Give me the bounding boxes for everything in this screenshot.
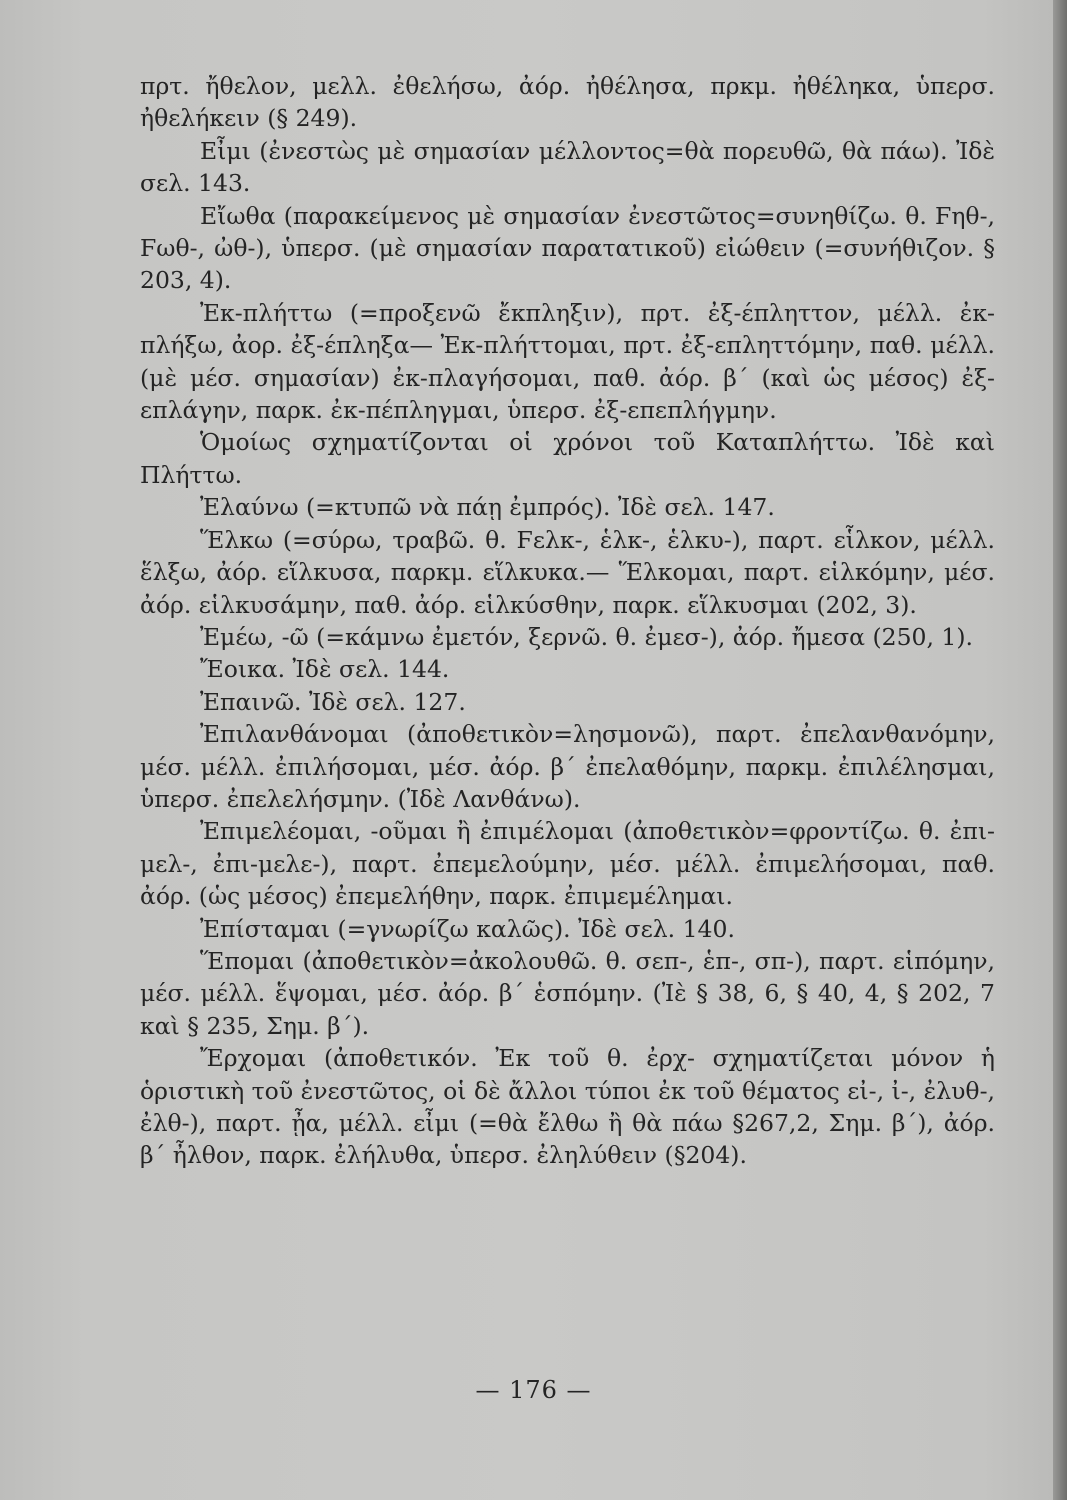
- entry-erchomai: Ἔρχομαι (ἀποθετικόν. Ἐκ τοῦ θ. ἐρχ- σχηματίζεται μόνον ἡ ὁριστικὴ τοῦ ἐνεστῶτος, οἱ δὲ ἄλλοι τύποι ἐκ τοῦ θέματος εἰ-, ἰ-, ἐλυθ-, ἐλθ-), παρτ. ᾖα, μέλλ. εἶμι (=θὰ ἔλθω ἢ θὰ πάω §267,2, Σημ. β΄), ἀόρ. β΄ ἦλθον, παρκ. ἐλήλυθα, ὑπερσ. ἐληλύθειν (§204).: [140, 1044, 995, 1170]
- page-edge-shadow: [1053, 0, 1067, 1500]
- entry-helko: Ἕλκω (=σύρω, τραβῶ. θ. Ϝελκ-, ἑλκ-, ἑλκυ-), παρτ. εἷλκον, μέλλ. ἕλξω, ἀόρ. εἵλκυσα, παρκμ. εἵλκυκα.— Ἕλκομαι, παρτ. εἱλκόμην, μέσ. ἀόρ. εἱλκυσάμην, παθ. ἀόρ. εἱλκύσθην, παρκ. εἵλκυσμαι (202, 3).: [140, 525, 995, 619]
- entry-epaino: Ἐπαινῶ. Ἰδὲ σελ. 127.: [200, 687, 466, 716]
- entry-ekplitto: Ἐκ-πλήττω (=προξενῶ ἔκπληξιν), πρτ. ἐξ-έπληττον, μέλλ. ἐκ-πλήξω, ἀορ. ἐξ-έπληξα— Ἐκ-πλήττομαι, πρτ. ἐξ-επληττόμην, παθ. μέλλ. (μὲ μέσ. σημασίαν) ἐκ-πλαγήσομαι, παθ. ἀόρ. β΄ (καὶ ὡς μέσος) ἐξ-επλάγην, παρκ. ἐκ-πέπληγμαι, ὑπερσ. ἐξ-επεπλήγμην.: [140, 298, 995, 425]
- entry-emeo: Ἐμέω, -ῶ (=κάμνω ἐμετόν, ξερνῶ. θ. ἐμεσ-), ἀόρ. ἤμεσα (250, 1).: [200, 622, 973, 651]
- entry-hepomai: Ἕπομαι (ἀποθετικὸν=ἀκολουθῶ. θ. σεπ-, ἑπ-, σπ-), παρτ. εἱπόμην, μέσ. μέλλ. ἕψομαι, μέσ. ἀόρ. β΄ ἑσπόμην. (Ἰὲ § 38, 6, § 40, 4, § 202, 7 καὶ § 235, Σημ. β΄).: [140, 946, 995, 1040]
- page-number: — 176 —: [475, 1376, 592, 1404]
- entry-epilanthanomai: Ἐπιλανθάνομαι (ἀποθετικὸν=λησμονῶ), παρτ. ἐπελανθανόμην, μέσ. μέλλ. ἐπιλήσομαι, μέσ. ἀόρ. β΄ ἐπελαθόμην, παρκμ. ἐπιλέλησμαι, ὑπερσ. ἐπελελήσμην. (Ἰδὲ Λανθάνω).: [140, 720, 995, 813]
- entry-eiotha: Εἴωθα (παρακείμενος μὲ σημασίαν ἐνεστῶτος=συνηθίζω. θ. Ϝηθ-, Ϝωθ-, ὠθ-), ὑπερσ. (μὲ σημασίαν παρατατικοῦ) εἰώθειν (=συνήθιζον. § 203, 4).: [140, 201, 995, 295]
- entry-epimeleomai: Ἐπιμελέομαι, -οῦμαι ἢ ἐπιμέλομαι (ἀποθετικὸν=φροντίζω. θ. ἐπι-μελ-, ἐπι-μελε-), παρτ. ἐπεμελούμην, μέσ. μέλλ. ἐπιμελήσομαι, παθ. ἀόρ. (ὡς μέσος) ἐπεμελήθην, παρκ. ἐπιμεμέλημαι.: [140, 817, 995, 911]
- paragraph-continuation: πρτ. ἤθελον, μελλ. ἐθελήσω, ἀόρ. ἠθέλησα, πρκμ. ἠθέληκα, ὑπερσ. ἠθελήκειν (§ 249).: [140, 72, 995, 133]
- entry-epistamai: Ἐπίσταμαι (=γνωρίζω καλῶς). Ἰδὲ σελ. 140.: [200, 914, 735, 943]
- entry-note-kataplitto: Ὁμοίως σχηματίζονται οἱ χρόνοι τοῦ Καταπλήττω. Ἰδὲ καὶ Πλήττω.: [140, 428, 995, 489]
- entry-eimi: Εἶμι (ἐνεστὼς μὲ σημασίαν μέλλοντος=θὰ πορευθῶ, θὰ πάω). Ἰδὲ σελ. 143.: [140, 136, 995, 198]
- entry-elauno: Ἐλαύνω (=κτυπῶ νὰ πάῃ ἐμπρός). Ἰδὲ σελ. 147.: [200, 493, 775, 522]
- page-body: [140, 70, 995, 1172]
- entry-eoika: Ἔοικα. Ἰδὲ σελ. 144.: [200, 655, 450, 684]
